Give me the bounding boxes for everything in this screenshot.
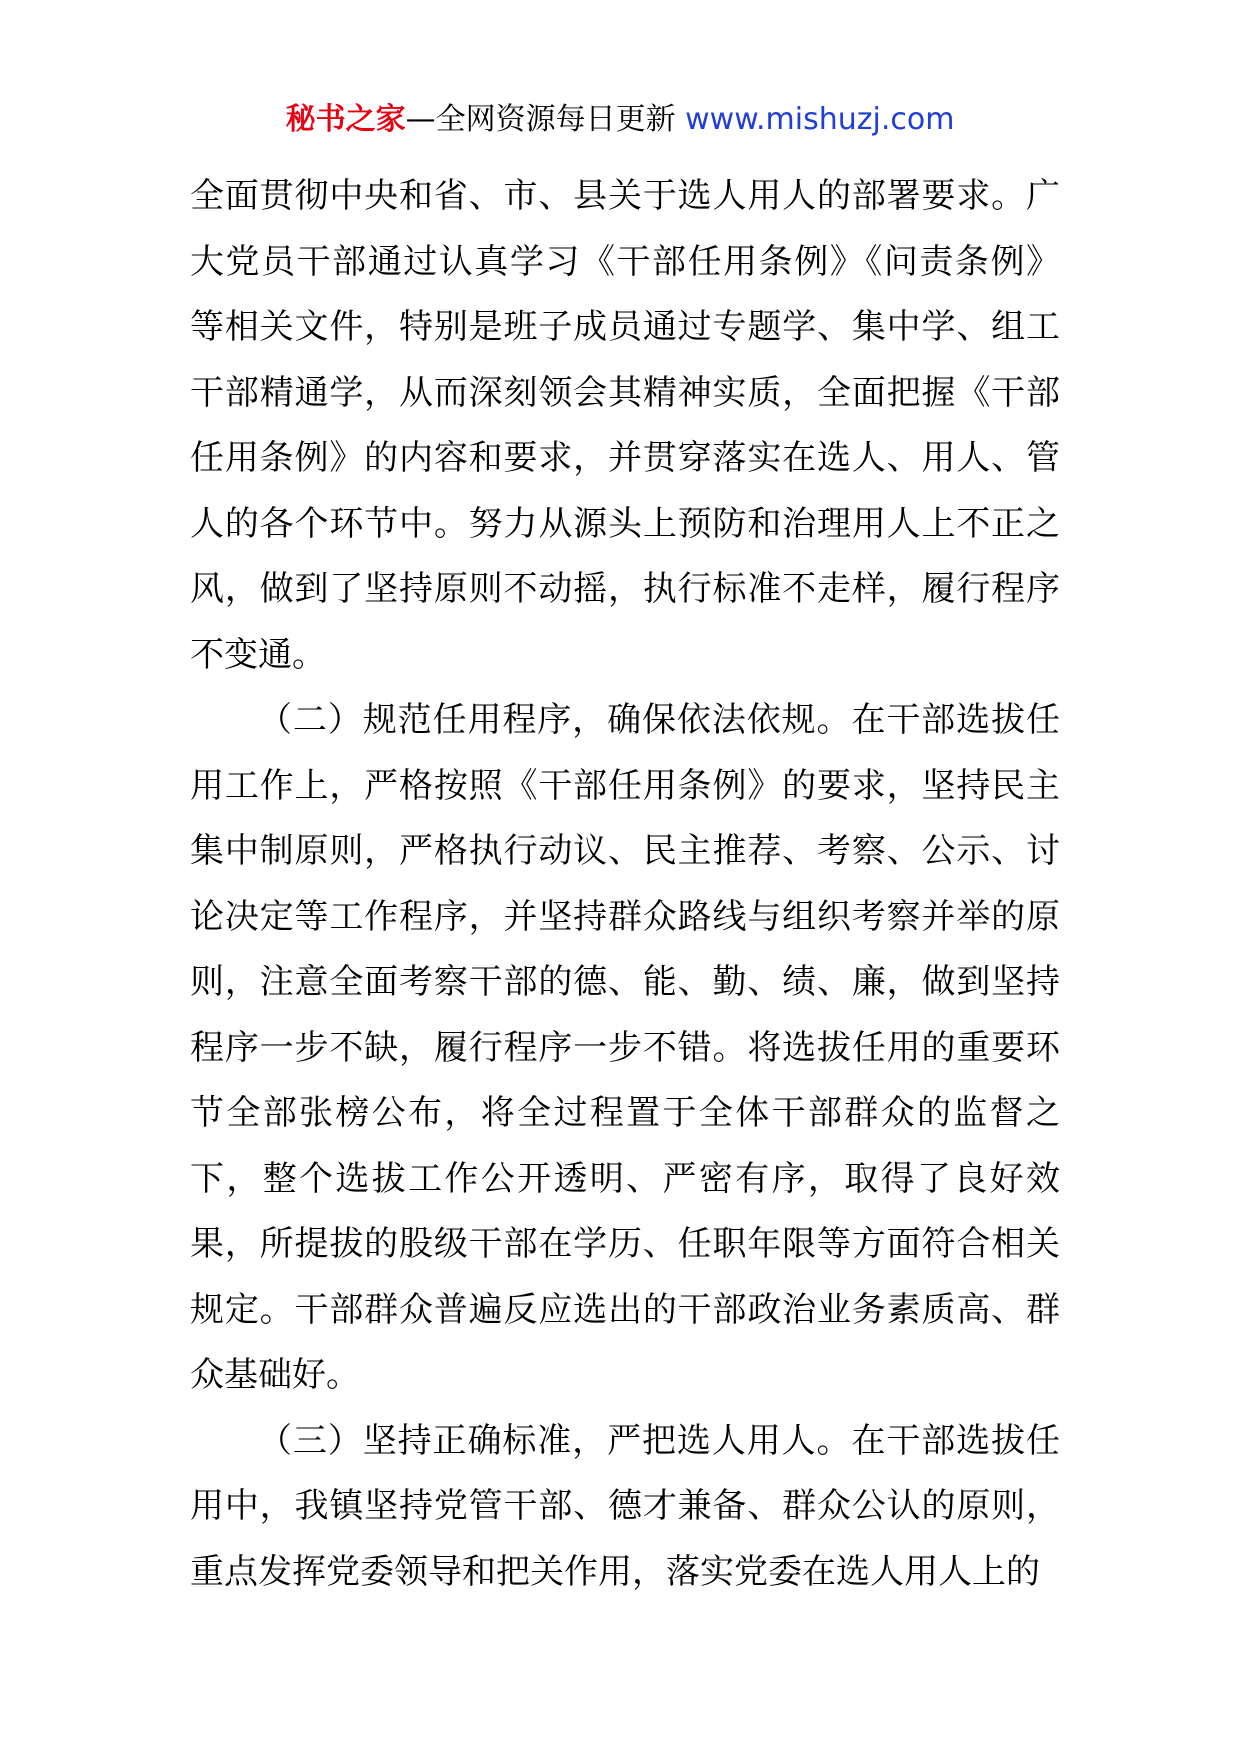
paragraph-1-line: 人的各个环节中。努力从源头上预防和治理用人上不正之 — [190, 503, 1060, 544]
paragraph-1-line: 任用条例》的内容和要求，并贯穿落实在选人、用人、管 — [190, 438, 1060, 478]
paragraph-1-line: 全面贯彻中央和省、市、县关于选人用人的部署要求。广 — [190, 176, 1060, 216]
paragraph-3-line: 重点发挥党委领导和把关作用，落实党委在选人用人上的 — [190, 1551, 1040, 1592]
paragraph-3-line: 用中，我镇坚持党管干部、德才兼备、群众公认的原则， — [190, 1486, 1060, 1526]
paragraph-1-line: 等相关文件，特别是班子成员通过专题学、集中学、组工 — [190, 307, 1060, 347]
paragraph-2-line: 则，注意全面考察干部的德、能、勤、绩、廉，做到坚持 — [190, 962, 1060, 1002]
paragraph-2-line: （二）规范任用程序，确保依法依规。在干部选拔任 — [258, 700, 1060, 740]
paragraph-1-line: 干部精通学，从而深刻领会其精神实质，全面把握《干部 — [190, 372, 1060, 413]
paragraph-1-line: 风，做到了坚持原则不动摇，执行标准不走样，履行程序 — [190, 569, 1060, 609]
paragraph-2-line: 众基础好。 — [190, 1355, 360, 1395]
paragraph-1-line: 不变通。 — [190, 634, 326, 675]
paragraph-2-line: 用工作上，严格按照《干部任用条例》的要求，坚持民主 — [190, 765, 1060, 806]
site-header — [0, 98, 1240, 142]
site-url[interactable]: www.mishuzj.com — [685, 102, 955, 137]
paragraph-2-line: 节全部张榜公布，将全过程置于全体干部群众的监督之 — [190, 1093, 1060, 1133]
paragraph-2-line: 规定。干部群众普遍反应选出的干部政治业务素质高、群 — [190, 1289, 1060, 1330]
paragraph-2-line: 集中制原则，严格执行动议、民主推荐、考察、公示、讨 — [190, 831, 1060, 871]
paragraph-2-line: 论决定等工作程序，并坚持群众路线与组织考察并举的原 — [190, 896, 1060, 937]
brand-name: 秘书之家 — [285, 102, 406, 137]
paragraph-2-line: 果，所提拔的股级干部在学历、任职年限等方面符合相关 — [190, 1224, 1060, 1264]
header-tagline: —全网资源每日更新 — [405, 102, 686, 137]
paragraph-2-line: 程序一步不缺，履行程序一步不错。将选拔任用的重要环 — [190, 1027, 1060, 1068]
paragraph-1-line: 大党员干部通过认真学习《干部任用条例》《问责条例》 — [190, 241, 1060, 282]
paragraph-3-line: （三）坚持正确标准，严把选人用人。在干部选拔任 — [258, 1420, 1060, 1461]
paragraph-2-line: 下，整个选拔工作公开透明、严密有序，取得了良好效 — [190, 1158, 1060, 1199]
document-body — [190, 164, 1060, 1605]
